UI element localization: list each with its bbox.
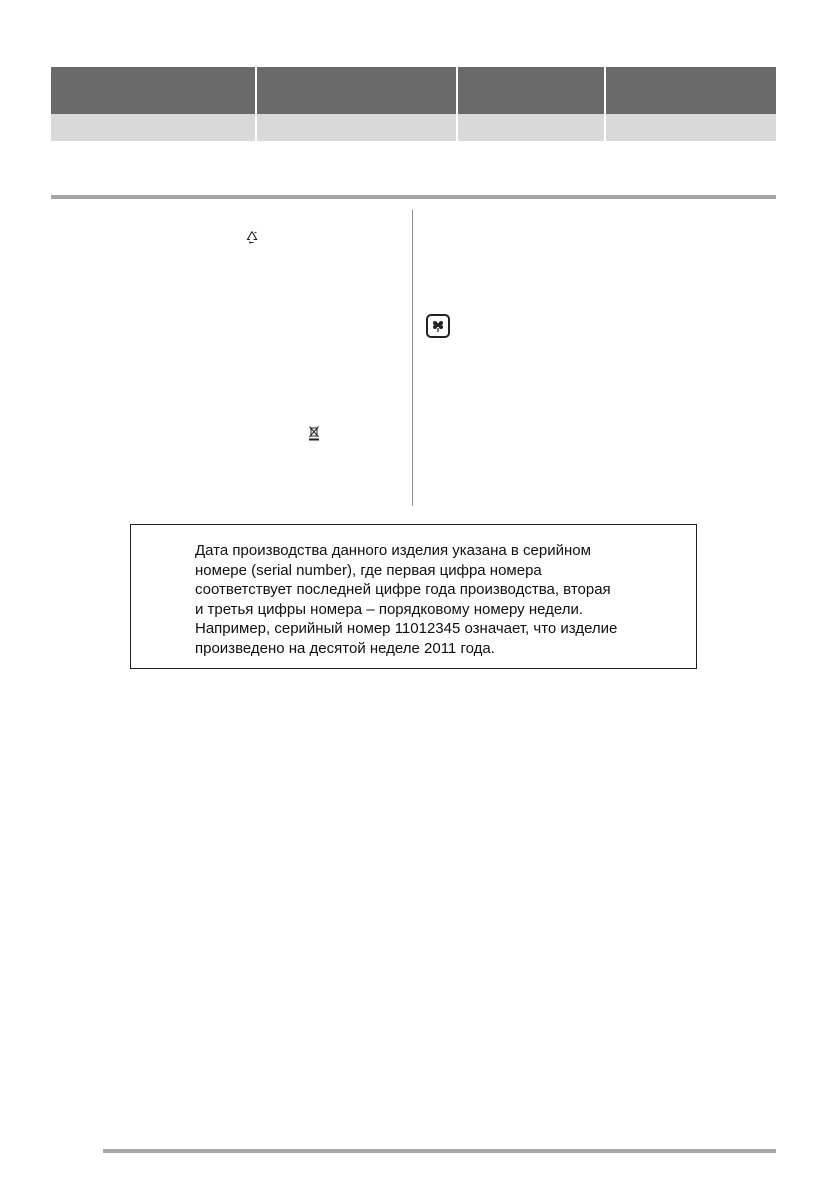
- spec-table: [51, 67, 776, 141]
- crossed-out-bin-icon: [308, 425, 320, 441]
- table-cell: [257, 114, 458, 141]
- info-text: [195, 541, 665, 658]
- info-line: Например, серийный номер 11012345 означает, что изделие: [195, 620, 618, 637]
- info-box: [130, 524, 697, 669]
- info-line: и третья цифры номера – порядковому номеру недели.: [195, 600, 584, 618]
- flower-icon: [431, 319, 445, 333]
- recycle-icon: [245, 230, 259, 244]
- table-header-cell: [458, 67, 606, 114]
- eco-flower-icon: [426, 314, 450, 338]
- table-cell: [458, 114, 606, 141]
- info-line: номере (serial number), где первая цифра номера: [195, 561, 542, 579]
- footer-divider: [103, 1149, 776, 1153]
- table-cell: [606, 114, 776, 141]
- column-separator: [412, 210, 413, 506]
- table-header-cell: [257, 67, 458, 114]
- table-header-cell: [606, 67, 776, 114]
- info-line: соответствует последней цифре года производства, вторая: [195, 581, 611, 598]
- section-divider: [51, 195, 776, 199]
- table-cell: [51, 114, 257, 141]
- table-header-cell: [51, 67, 257, 114]
- info-line: произведено на десятой неделе 2011 года.: [195, 639, 495, 657]
- table-row: [51, 114, 776, 141]
- info-line: Дата производства данного изделия указана в серийном: [195, 542, 591, 559]
- spec-table-header: [51, 67, 776, 114]
